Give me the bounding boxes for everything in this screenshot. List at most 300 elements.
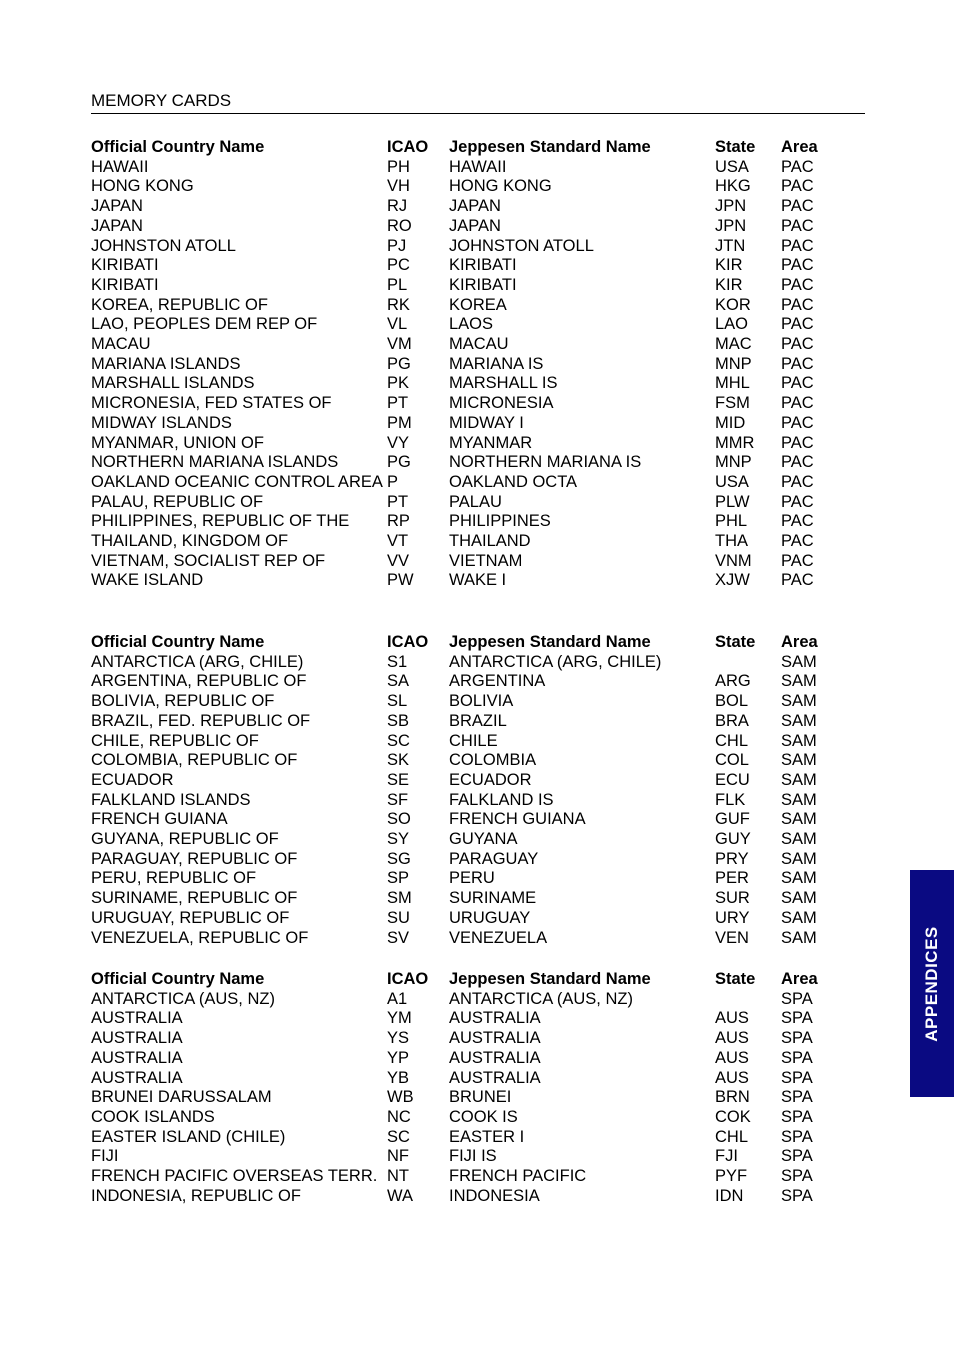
cell-icao: VT	[387, 532, 409, 551]
cell-state: KOR	[715, 295, 751, 314]
cell-jeppesen-name: KIRIBATI	[449, 256, 517, 275]
cell-official-name: BRUNEI DARUSSALAM	[91, 1088, 272, 1107]
cell-icao: VV	[387, 551, 410, 570]
cell-jeppesen-name: AUSTRALIA	[449, 1029, 541, 1048]
cell-state: CHL	[715, 731, 749, 750]
cell-icao: SB	[387, 711, 410, 730]
cell-jeppesen-name: FIJI IS	[449, 1147, 497, 1166]
cell-area: PAC	[781, 551, 814, 570]
cell-state: PHL	[715, 512, 748, 531]
cell-official-name: PHILIPPINES, REPUBLIC OF THE	[91, 512, 350, 531]
cell-jeppesen-name: AUSTRALIA	[449, 1009, 541, 1028]
cell-official-name: ANTARCTICA (ARG, CHILE)	[91, 652, 304, 671]
cell-area: SAM	[781, 869, 817, 888]
cell-official-name: MARSHALL ISLANDS	[91, 374, 255, 393]
cell-icao: NF	[387, 1147, 409, 1166]
cell-state: VNM	[715, 551, 752, 570]
cell-jeppesen-name: CHILE	[449, 731, 498, 750]
cell-state	[715, 990, 781, 1010]
page-title: MEMORY CARDS	[91, 91, 865, 114]
cell-jeppesen-name: MACAU	[449, 335, 509, 354]
table-row	[91, 692, 851, 712]
cell-jeppesen-name: GUYANA	[449, 830, 518, 849]
table-row	[91, 1049, 851, 1069]
cell-official-name: MACAU	[91, 335, 151, 354]
table-header-row	[91, 633, 851, 653]
cell-icao: WA	[387, 1186, 413, 1205]
table-row	[91, 1147, 851, 1167]
cell-state: MHL	[715, 374, 750, 393]
cell-jeppesen-name: THAILAND	[449, 532, 531, 551]
cell-area: SPA	[781, 1107, 813, 1126]
cell-icao: SC	[387, 1127, 410, 1146]
cell-state: GUF	[715, 810, 750, 829]
cell-jeppesen-name: ANTARCTICA (AUS, NZ)	[449, 989, 633, 1008]
table-row	[91, 1009, 851, 1029]
table-row	[91, 1187, 851, 1207]
cell-official-name: JAPAN	[91, 197, 143, 216]
cell-official-name: THAILAND, KINGDOM OF	[91, 532, 289, 551]
cell-official-name: VIETNAM, SOCIALIST REP OF	[91, 551, 326, 570]
cell-state: MMR	[715, 433, 755, 452]
cell-state: BOL	[715, 692, 749, 711]
cell-official-name: JOHNSTON ATOLL	[91, 236, 236, 255]
cell-area: SPA	[781, 1127, 813, 1146]
cell-icao: SC	[387, 731, 410, 750]
cell-area: SPA	[781, 1048, 813, 1067]
country-table-spa	[91, 970, 851, 1206]
cell-official-name: COLOMBIA, REPUBLIC OF	[91, 751, 298, 770]
cell-icao: SP	[387, 869, 410, 888]
cell-icao: PT	[387, 492, 409, 511]
cell-jeppesen-name: PALAU	[449, 492, 502, 511]
cell-jeppesen-name: ARGENTINA	[449, 672, 546, 691]
cell-area: PAC	[781, 315, 814, 334]
cell-official-name: CHILE, REPUBLIC OF	[91, 731, 259, 750]
cell-area: PAC	[781, 413, 814, 432]
table-row	[91, 850, 851, 870]
cell-icao: YP	[387, 1048, 410, 1067]
appendices-tab[interactable]	[910, 870, 954, 1097]
table-row	[91, 414, 851, 434]
cell-area: PAC	[781, 571, 814, 590]
cell-jeppesen-name: VIETNAM	[449, 551, 523, 570]
cell-jeppesen-name: ANTARCTICA (ARG, CHILE)	[449, 652, 662, 671]
cell-area: PAC	[781, 256, 814, 275]
table-row	[91, 493, 851, 513]
cell-area: SAM	[781, 790, 817, 809]
cell-official-name: SURINAME, REPUBLIC OF	[91, 889, 298, 908]
cell-state	[715, 653, 781, 673]
cell-area: SPA	[781, 1009, 813, 1028]
table-row	[91, 571, 851, 591]
table-row	[91, 355, 851, 375]
cell-state: MNP	[715, 453, 752, 472]
column-header-jeppesen-name: Jeppesen Standard Name	[449, 633, 651, 651]
column-header-official-name: Official Country Name	[91, 970, 265, 988]
cell-area: SAM	[781, 849, 817, 868]
cell-jeppesen-name: MICRONESIA	[449, 394, 554, 413]
cell-area: PAC	[781, 295, 814, 314]
cell-official-name: BRAZIL, FED. REPUBLIC OF	[91, 711, 311, 730]
cell-area: PAC	[781, 492, 814, 511]
cell-state: AUS	[715, 1009, 749, 1028]
table-row	[91, 276, 851, 296]
cell-official-name: ECUADOR	[91, 770, 174, 789]
cell-icao: RK	[387, 295, 410, 314]
cell-area: SPA	[781, 1088, 813, 1107]
cell-jeppesen-name: BRAZIL	[449, 711, 507, 730]
cell-area: PAC	[781, 335, 814, 354]
table-row	[91, 712, 851, 732]
cell-official-name: BOLIVIA, REPUBLIC OF	[91, 692, 275, 711]
cell-jeppesen-name: INDONESIA	[449, 1186, 540, 1205]
cell-state: PRY	[715, 849, 749, 868]
cell-state: SUR	[715, 889, 750, 908]
cell-state: URY	[715, 908, 750, 927]
cell-area: PAC	[781, 216, 814, 235]
cell-jeppesen-name: JAPAN	[449, 197, 501, 216]
cell-icao: PK	[387, 374, 410, 393]
cell-jeppesen-name: FRENCH GUIANA	[449, 810, 586, 829]
cell-state: LAO	[715, 315, 749, 334]
cell-jeppesen-name: HAWAII	[449, 157, 507, 176]
cell-jeppesen-name: KIRIBATI	[449, 275, 517, 294]
cell-official-name: ANTARCTICA (AUS, NZ)	[91, 989, 275, 1008]
cell-area: SPA	[781, 1068, 813, 1087]
cell-icao: SV	[387, 928, 410, 947]
cell-area: PAC	[781, 374, 814, 393]
table-row	[91, 1069, 851, 1089]
table-row	[91, 672, 851, 692]
cell-state: ARG	[715, 672, 751, 691]
cell-area: SAM	[781, 810, 817, 829]
cell-state: AUS	[715, 1029, 749, 1048]
cell-icao: SM	[387, 889, 412, 908]
cell-jeppesen-name: JOHNSTON ATOLL	[449, 236, 594, 255]
cell-state: AUS	[715, 1048, 749, 1067]
cell-jeppesen-name: PERU	[449, 869, 495, 888]
cell-official-name: OAKLAND OCEANIC CONTROL AREA	[91, 472, 383, 491]
cell-official-name: HONG KONG	[91, 177, 194, 196]
column-header-jeppesen-name: Jeppesen Standard Name	[449, 970, 651, 988]
cell-icao: PG	[387, 354, 411, 373]
cell-jeppesen-name: OAKLAND OCTA	[449, 472, 578, 491]
cell-official-name: KIRIBATI	[91, 256, 159, 275]
cell-official-name: AUSTRALIA	[91, 1048, 183, 1067]
cell-jeppesen-name: LAOS	[449, 315, 494, 334]
cell-official-name: PALAU, REPUBLIC OF	[91, 492, 264, 511]
table-row	[91, 929, 851, 949]
cell-area: PAC	[781, 532, 814, 551]
cell-jeppesen-name: COLOMBIA	[449, 751, 537, 770]
cell-icao: PJ	[387, 236, 407, 255]
cell-icao: SA	[387, 672, 410, 691]
cell-official-name: HAWAII	[91, 157, 149, 176]
table-row	[91, 434, 851, 454]
column-header-icao: ICAO	[387, 633, 429, 651]
cell-state: GUY	[715, 830, 751, 849]
cell-official-name: JAPAN	[91, 216, 143, 235]
cell-jeppesen-name: MARSHALL IS	[449, 374, 558, 393]
table-row	[91, 296, 851, 316]
cell-area: SAM	[781, 830, 817, 849]
cell-area: PAC	[781, 177, 814, 196]
table-row	[91, 256, 851, 276]
cell-state: COL	[715, 751, 749, 770]
cell-icao: PW	[387, 571, 414, 590]
cell-icao: SG	[387, 849, 411, 868]
cell-official-name: INDONESIA, REPUBLIC OF	[91, 1186, 301, 1205]
cell-icao: PT	[387, 394, 409, 413]
cell-official-name: MARIANA ISLANDS	[91, 354, 241, 373]
table-row	[91, 830, 851, 850]
cell-area: PAC	[781, 236, 814, 255]
cell-area: PAC	[781, 275, 814, 294]
cell-area: SAM	[781, 692, 817, 711]
cell-icao: YS	[387, 1029, 410, 1048]
table-row	[91, 1128, 851, 1148]
cell-jeppesen-name: PHILIPPINES	[449, 512, 551, 531]
cell-official-name: URUGUAY, REPUBLIC OF	[91, 908, 290, 927]
table-row	[91, 512, 851, 532]
cell-state: BRA	[715, 711, 749, 730]
cell-official-name: EASTER ISLAND (CHILE)	[91, 1127, 286, 1146]
column-header-state: State	[715, 633, 756, 651]
cell-state: PER	[715, 869, 749, 888]
table-row	[91, 1167, 851, 1187]
table-header-row	[91, 138, 851, 158]
table-row	[91, 732, 851, 752]
cell-area: SAM	[781, 672, 817, 691]
cell-state: KIR	[715, 275, 743, 294]
cell-icao: SL	[387, 692, 408, 711]
table-row	[91, 1108, 851, 1128]
table-row	[91, 751, 851, 771]
cell-area: PAC	[781, 433, 814, 452]
cell-official-name: MICRONESIA, FED STATES OF	[91, 394, 332, 413]
cell-state: BRN	[715, 1088, 750, 1107]
country-table-sam	[91, 633, 851, 948]
table-row	[91, 869, 851, 889]
cell-area: SPA	[781, 1186, 813, 1205]
cell-official-name: PERU, REPUBLIC OF	[91, 869, 257, 888]
cell-icao: VL	[387, 315, 408, 334]
cell-jeppesen-name: EASTER I	[449, 1127, 525, 1146]
cell-jeppesen-name: WAKE I	[449, 571, 507, 590]
cell-official-name: FIJI	[91, 1147, 119, 1166]
cell-area: SPA	[781, 1147, 813, 1166]
cell-area: SAM	[781, 751, 817, 770]
cell-area: SAM	[781, 711, 817, 730]
cell-official-name: PARAGUAY, REPUBLIC OF	[91, 849, 298, 868]
cell-area: SAM	[781, 652, 817, 671]
cell-area: PAC	[781, 197, 814, 216]
cell-state: USA	[715, 157, 749, 176]
appendices-tab-label: APPENDICES	[922, 925, 941, 1042]
cell-official-name: AUSTRALIA	[91, 1009, 183, 1028]
cell-jeppesen-name: BRUNEI	[449, 1088, 512, 1107]
cell-state: ECU	[715, 770, 750, 789]
cell-official-name: NORTHERN MARIANA ISLANDS	[91, 453, 339, 472]
table-row	[91, 1088, 851, 1108]
cell-state: MNP	[715, 354, 752, 373]
cell-state: XJW	[715, 571, 750, 590]
cell-state: JTN	[715, 236, 746, 255]
cell-state: MAC	[715, 335, 752, 354]
cell-area: PAC	[781, 512, 814, 531]
cell-official-name: FRENCH GUIANA	[91, 810, 228, 829]
column-header-area: Area	[781, 970, 818, 988]
column-header-state: State	[715, 970, 756, 988]
table-row	[91, 909, 851, 929]
table-row	[91, 771, 851, 791]
table-row	[91, 197, 851, 217]
cell-official-name: LAO, PEOPLES DEM REP OF	[91, 315, 318, 334]
cell-jeppesen-name: FRENCH PACIFIC	[449, 1167, 587, 1186]
table-row	[91, 791, 851, 811]
cell-jeppesen-name: HONG KONG	[449, 177, 552, 196]
cell-icao: VH	[387, 177, 410, 196]
cell-official-name: FRENCH PACIFIC OVERSEAS TERR.	[91, 1167, 378, 1186]
cell-state: VEN	[715, 928, 749, 947]
table-row	[91, 473, 851, 493]
cell-icao: PM	[387, 413, 412, 432]
table-row	[91, 315, 851, 335]
cell-icao: RO	[387, 216, 412, 235]
cell-area: PAC	[781, 157, 814, 176]
cell-official-name: AUSTRALIA	[91, 1068, 183, 1087]
cell-jeppesen-name: AUSTRALIA	[449, 1068, 541, 1087]
column-header-jeppesen-name: Jeppesen Standard Name	[449, 138, 651, 156]
cell-jeppesen-name: COOK IS	[449, 1107, 518, 1126]
cell-icao: P	[387, 472, 399, 491]
cell-state: AUS	[715, 1068, 749, 1087]
cell-jeppesen-name: MYANMAR	[449, 433, 533, 452]
cell-icao: PC	[387, 256, 410, 275]
cell-icao: WB	[387, 1088, 414, 1107]
cell-icao: SE	[387, 770, 410, 789]
cell-official-name: MIDWAY ISLANDS	[91, 413, 232, 432]
cell-state: PYF	[715, 1167, 748, 1186]
cell-jeppesen-name: URUGUAY	[449, 908, 531, 927]
cell-official-name: GUYANA, REPUBLIC OF	[91, 830, 279, 849]
column-header-area: Area	[781, 138, 818, 156]
cell-jeppesen-name: KOREA	[449, 295, 507, 314]
cell-area: PAC	[781, 394, 814, 413]
cell-icao: A1	[387, 989, 408, 1008]
cell-state: JPN	[715, 216, 747, 235]
cell-official-name: COOK ISLANDS	[91, 1107, 215, 1126]
cell-area: SAM	[781, 770, 817, 789]
cell-jeppesen-name: FALKLAND IS	[449, 790, 554, 809]
cell-icao: SK	[387, 751, 410, 770]
cell-state: COK	[715, 1107, 751, 1126]
cell-icao: SO	[387, 810, 411, 829]
cell-area: SAM	[781, 928, 817, 947]
cell-state: USA	[715, 472, 749, 491]
cell-state: HKG	[715, 177, 751, 196]
cell-state: FLK	[715, 790, 746, 809]
cell-area: SAM	[781, 889, 817, 908]
table-row	[91, 335, 851, 355]
cell-icao: S1	[387, 652, 408, 671]
cell-jeppesen-name: ECUADOR	[449, 770, 532, 789]
table-row	[91, 889, 851, 909]
cell-official-name: KOREA, REPUBLIC OF	[91, 295, 268, 314]
cell-state: CHL	[715, 1127, 749, 1146]
cell-state: MID	[715, 413, 746, 432]
cell-official-name: FALKLAND ISLANDS	[91, 790, 251, 809]
cell-state: PLW	[715, 492, 750, 511]
table-row	[91, 177, 851, 197]
cell-icao: YB	[387, 1068, 410, 1087]
table-row	[91, 374, 851, 394]
table-header-row	[91, 970, 851, 990]
cell-area: PAC	[781, 354, 814, 373]
cell-icao: NC	[387, 1107, 411, 1126]
table-row	[91, 532, 851, 552]
cell-icao: YM	[387, 1009, 412, 1028]
cell-icao: PG	[387, 453, 411, 472]
table-row	[91, 653, 851, 673]
cell-state: IDN	[715, 1186, 744, 1205]
cell-jeppesen-name: BOLIVIA	[449, 692, 514, 711]
cell-jeppesen-name: JAPAN	[449, 216, 501, 235]
cell-jeppesen-name: NORTHERN MARIANA IS	[449, 453, 642, 472]
table-row	[91, 394, 851, 414]
cell-state: THA	[715, 532, 748, 551]
cell-jeppesen-name: SURINAME	[449, 889, 537, 908]
cell-jeppesen-name: MARIANA IS	[449, 354, 544, 373]
cell-official-name: ARGENTINA, REPUBLIC OF	[91, 672, 307, 691]
column-header-icao: ICAO	[387, 970, 429, 988]
cell-icao: RJ	[387, 197, 408, 216]
cell-official-name: AUSTRALIA	[91, 1029, 183, 1048]
cell-icao: NT	[387, 1167, 409, 1186]
table-row	[91, 1029, 851, 1049]
cell-icao: VY	[387, 433, 410, 452]
cell-area: SAM	[781, 731, 817, 750]
cell-icao: SU	[387, 908, 410, 927]
cell-icao: VM	[387, 335, 412, 354]
cell-jeppesen-name: PARAGUAY	[449, 849, 539, 868]
table-row	[91, 453, 851, 473]
cell-state: JPN	[715, 197, 747, 216]
cell-state: FJI	[715, 1147, 738, 1166]
cell-jeppesen-name: MIDWAY I	[449, 413, 524, 432]
cell-area: SPA	[781, 1167, 813, 1186]
table-row	[91, 552, 851, 572]
column-header-official-name: Official Country Name	[91, 633, 265, 651]
cell-icao: SF	[387, 790, 409, 809]
column-header-state: State	[715, 138, 756, 156]
cell-icao: SY	[387, 830, 410, 849]
cell-area: SAM	[781, 908, 817, 927]
cell-state: FSM	[715, 394, 750, 413]
cell-area: SPA	[781, 989, 813, 1008]
column-header-icao: ICAO	[387, 138, 429, 156]
cell-official-name: VENEZUELA, REPUBLIC OF	[91, 928, 309, 947]
table-row	[91, 217, 851, 237]
column-header-official-name: Official Country Name	[91, 138, 265, 156]
cell-official-name: MYANMAR, UNION OF	[91, 433, 264, 452]
cell-official-name: KIRIBATI	[91, 275, 159, 294]
column-header-area: Area	[781, 633, 818, 651]
table-row	[91, 158, 851, 178]
cell-jeppesen-name: VENEZUELA	[449, 928, 548, 947]
cell-icao: PH	[387, 157, 410, 176]
